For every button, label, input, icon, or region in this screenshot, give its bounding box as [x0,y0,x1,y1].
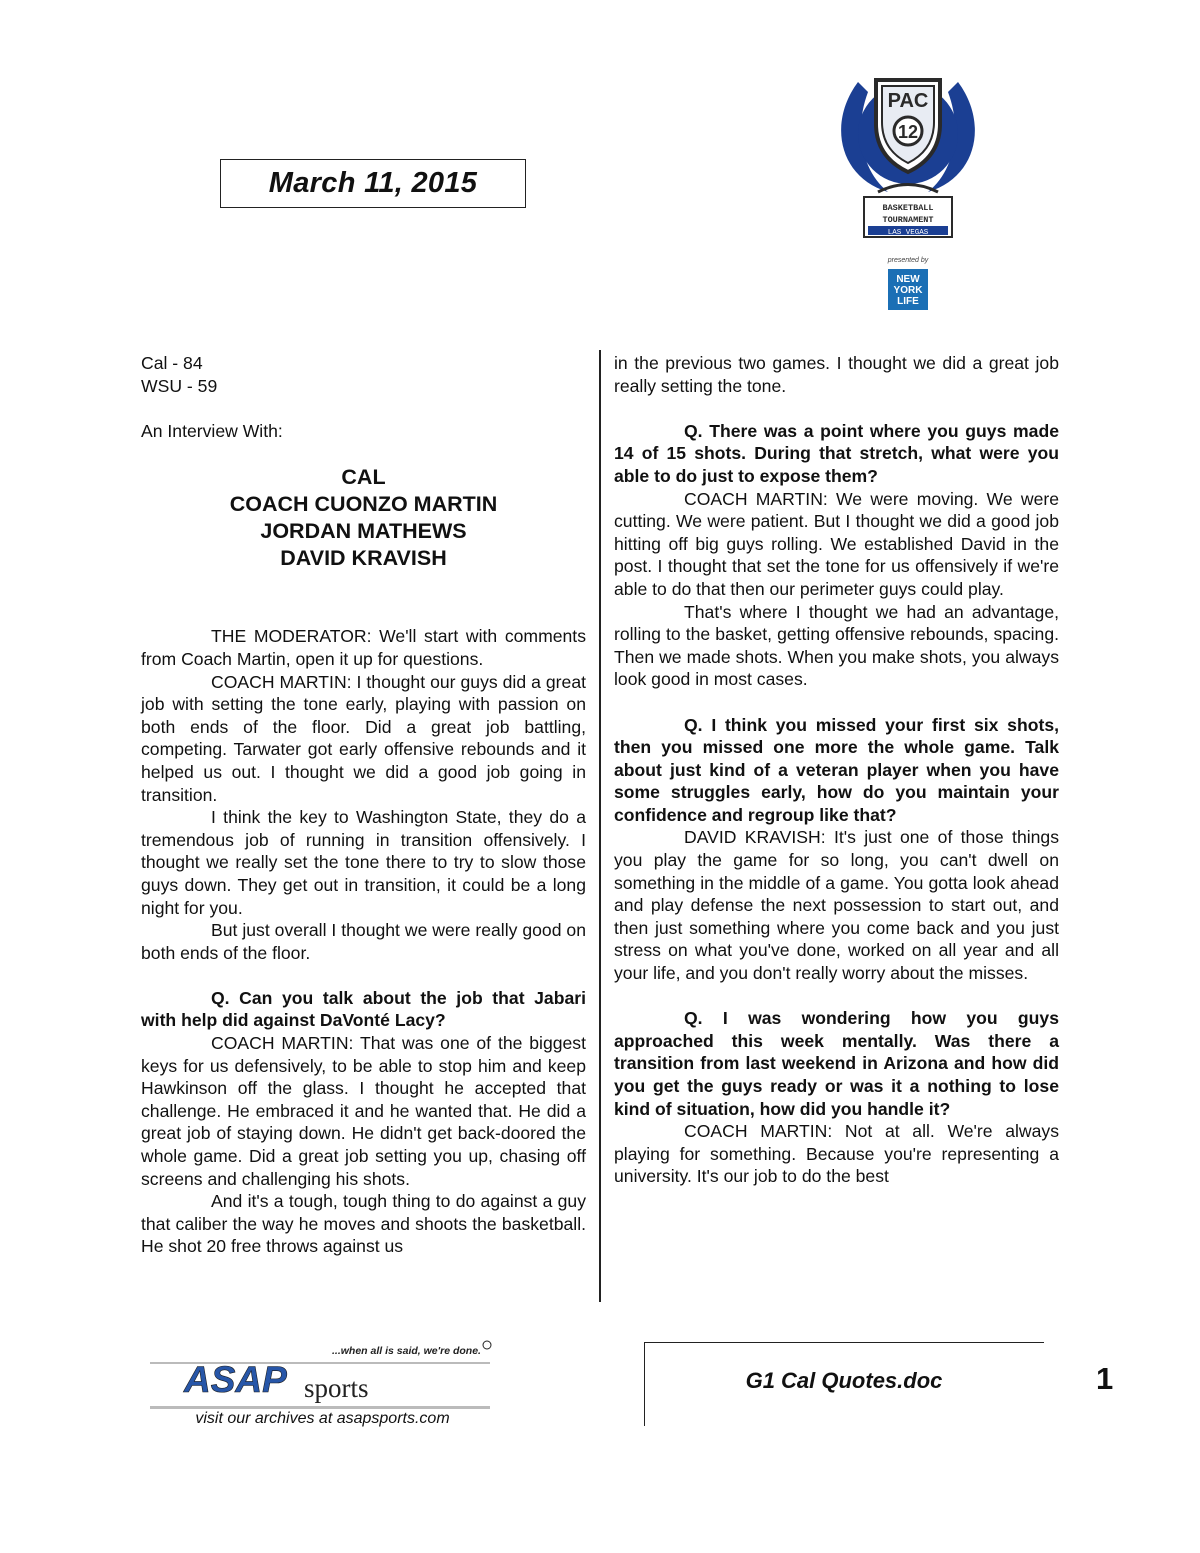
answer-paragraph: I think the key to Washington State, they do a tremendous job of running in transition offensively. I thought we really set the tone there to try to slow those guys down. They get out in transition, it could be a long night for you. [141,807,586,918]
participants-block [141,464,586,572]
logo-line2: TOURNAMENT [882,215,934,225]
score-wsu: WSU - 59 [141,375,218,396]
answer-paragraph: COACH MARTIN: I thought our guys did a great job with setting the tone early, playing with passion on both ends of the floor. Did a great job battling, competing. Tarwater got early offensive rebounds and it helped us out. I thought we did a good job going in transition. [141,671,586,805]
moderator-paragraph: THE MODERATOR: We'll start with comments from Coach Martin, open it up for questions. [141,626,586,669]
document-name: G1 Cal Quotes.doc [745,1368,943,1393]
svg-text:YORK: YORK [893,285,923,296]
date-text: March 11, 2015 [268,167,478,199]
participant-player-2: DAVID KRAVISH [280,546,447,571]
asap-tagline: ...when all is said, we're done. [332,1345,481,1357]
participant-team: CAL [341,465,386,490]
answer-paragraph: And it's a tough, tough thing to do against a guy that caliber the way he moves and shoots the basketball. He shot 20 free throws against us [141,1191,586,1257]
interview-intro: An Interview With: [141,420,283,441]
participant-player-1: JORDAN MATHEWS [260,519,467,544]
logo-number: 12 [897,122,919,142]
asap-name: ASAP [184,1359,287,1400]
right-column [614,352,1059,1188]
answer-paragraph: COACH MARTIN: We were moving. We were cutting. We were patient. But I thought we did a good job hitting off big guys rolling. We established David in the post. I thought that set the tone for us offensively if we're able to do that then our perimeter guys could play. [614,488,1059,599]
registered-icon [483,1341,491,1349]
logo-line1: BASKETBALL [882,203,934,213]
column-divider [599,350,601,1302]
logo-presented: presented by [887,257,929,264]
logo-pac-text: PAC [887,90,929,112]
question-paragraph: Q. There was a point where you guys made 14 of 15 shots. During that stretch, what were you able to do just to expose them? [614,420,1059,486]
question-paragraph: Q. I think you missed your first six shots, then you missed one more the whole game. Talk about just kind of a veteran player when you have some struggles early, how do you maintain your confidence and regroup like that? [614,714,1059,825]
pac12-tournament-logo [838,62,978,314]
answer-paragraph: That's where I thought we had an advantage, rolling to the basket, getting offensive rebounds, spacing. Then we made shots. When you make shots, you always look good in most cases. [614,601,1059,690]
answer-continuation: in the previous two games. I thought we did a great job really setting the tone. [614,353,1059,396]
score-cal: Cal - 84 [141,353,203,373]
question-paragraph: Q. I was wondering how you guys approached this week mentally. Was there a transition from last weekend in Arizona and how did you get the guys ready or was it a nothing to lose kind of situation, how did you handle it? [614,1008,1059,1119]
left-column [141,352,586,1258]
logo-city: LAS VEGAS [887,229,929,237]
answer-paragraph: COACH MARTIN: Not at all. We're always playing for something. Because you're representing a university. It's our job to do the best [614,1121,1059,1187]
page-number: 1 [1096,1361,1114,1396]
question-paragraph: Q. Can you talk about the job that Jabari with help did against DaVonté Lacy? [141,987,586,1031]
answer-paragraph: DAVID KRAVISH: It's just one of those things you play the game for so long, you can't dwell on something in the middle of a game. You gotta look ahead and play defense the next possession to start out, and then just something where you come back and you just stress on what you've done, worked on all year and all your life, and you don't really worry about the misses. [614,827,1059,984]
svg-text:LIFE: LIFE [897,296,919,307]
archive-link[interactable]: visit our archives at asapsports.com [195,1410,450,1427]
asap-sports-word: sports [304,1373,369,1403]
answer-paragraph: COACH MARTIN: That was one of the biggest keys for us defensively, to be able to stop him and keep Hawkinson off the glass. I thought he accepted that challenge. He embraced it and he wanted that. He did a great job of staying down. He didn't get back-doored the whole game. Did a great job setting you up, chasing off screens and challenging his shots. [141,1033,586,1189]
answer-paragraph: But just overall I thought we were really good on both ends of the floor. [141,920,586,963]
participant-coach: COACH CUONZO MARTIN [229,492,498,517]
date-box [220,159,526,208]
svg-text:NEW: NEW [896,274,920,285]
